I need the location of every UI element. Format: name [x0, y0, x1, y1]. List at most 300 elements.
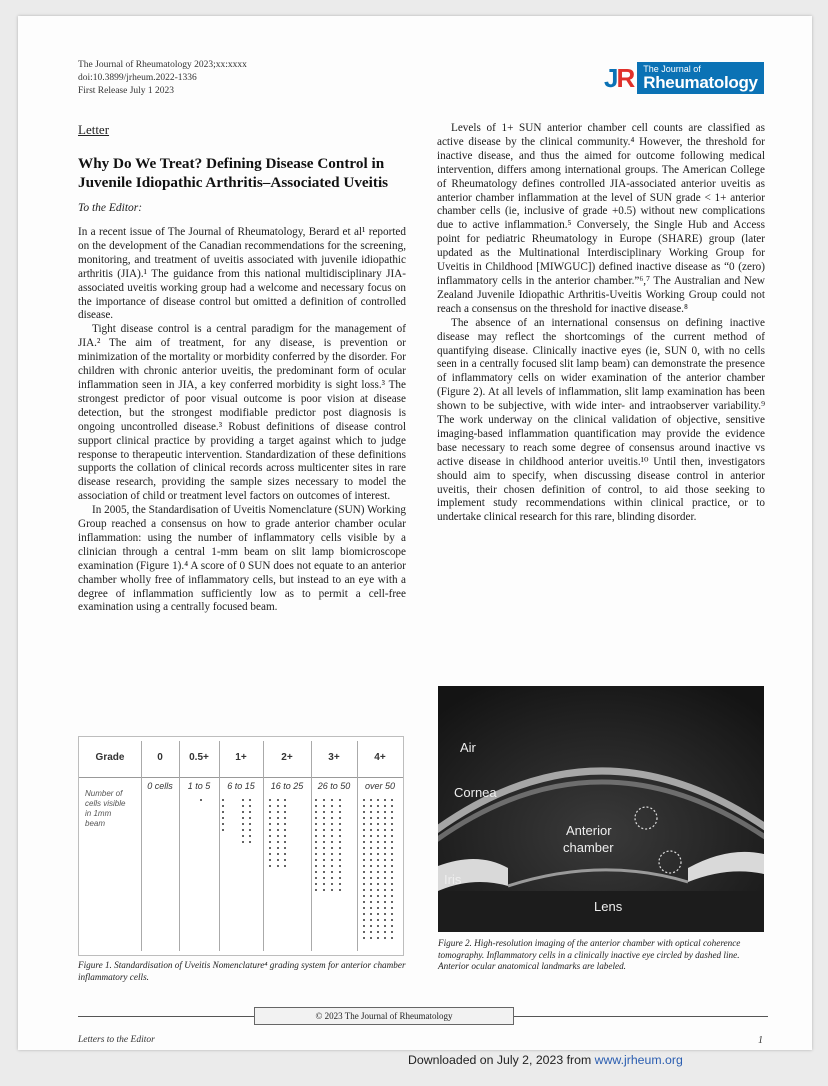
inflammatory-cell-dot	[377, 829, 379, 831]
inflammatory-cell-dot	[377, 841, 379, 843]
inflammatory-cell-dot	[377, 889, 379, 891]
inflammatory-cell-dot	[363, 853, 365, 855]
grade-3: 3+	[328, 751, 340, 763]
inflammatory-cell-dot	[315, 841, 317, 843]
salutation: To the Editor:	[78, 202, 143, 214]
label-chamber: chamber	[563, 840, 614, 855]
doi-line: doi:10.3899/jrheum.2022-1336	[78, 73, 197, 83]
figure-1-caption: Figure 1. Standardisation of Uveitis Nomenclature⁴ grading system for anterior chamber inflammatory cells.	[78, 960, 406, 982]
inflammatory-cell-dot	[315, 817, 317, 819]
grade-header: Grade	[95, 751, 125, 763]
inflammatory-cell-dot	[323, 841, 325, 843]
inflammatory-cell-dot	[370, 919, 372, 921]
inflammatory-cell-dot	[249, 805, 251, 807]
inflammatory-cell-dot	[315, 811, 317, 813]
inflammatory-cell-dot	[339, 835, 341, 837]
inflammatory-cell-dot	[384, 841, 386, 843]
inflammatory-cell-dot	[384, 847, 386, 849]
inflammatory-cell-dot	[222, 799, 224, 801]
inflammatory-cell-dot	[222, 823, 224, 825]
inflammatory-cell-dot	[391, 871, 393, 873]
inflammatory-cell-dot	[370, 853, 372, 855]
inflammatory-cell-dot	[384, 901, 386, 903]
jr-logo-icon: JR	[604, 63, 634, 93]
inflammatory-cell-dot	[377, 901, 379, 903]
inflammatory-cell-dot	[284, 847, 286, 849]
inflammatory-cell-dot	[391, 835, 393, 837]
inflammatory-cell-dot	[384, 871, 386, 873]
inflammatory-cell-dot	[370, 895, 372, 897]
inflammatory-cell-dot	[391, 841, 393, 843]
inflammatory-cell-dot	[384, 829, 386, 831]
article-page	[18, 16, 812, 1050]
inflammatory-cell-dot	[315, 865, 317, 867]
inflammatory-cell-dot	[269, 847, 271, 849]
inflammatory-cell-dot	[391, 853, 393, 855]
inflammatory-cell-dot	[315, 871, 317, 873]
inflammatory-cell-dot	[339, 877, 341, 879]
inflammatory-cell-dot	[315, 835, 317, 837]
inflammatory-cell-dot	[277, 817, 279, 819]
inflammatory-cell-dot	[249, 841, 251, 843]
inflammatory-cell-dot	[384, 895, 386, 897]
inflammatory-cell-dot	[269, 835, 271, 837]
inflammatory-cell-dot	[377, 913, 379, 915]
inflammatory-cell-dot	[331, 835, 333, 837]
label-lens: Lens	[594, 899, 623, 914]
paragraph: Levels of 1+ SUN anterior chamber cell counts are classified as active disease by the clinical community.⁴ However, the threshold for inactive disease, and thus the aimed for outcome following medical intervention, differs among international groups. The American College of Rheumatology defines controlled JIA-associated anterior uveitis as anterior chamber inflammation at the level of SUN grade < 1+ anterior chamber cells (ie, inclusive of grade +0.5) without new complications due to active inflammation.⁵ Conversely, the Single Hub and Access point for pediatric Rheumatology in Europe (SHARE) group (later updated as the Multinational Interdisciplinary Working Group for Uveitis in Childhood [MIWGUC]) defined inactive disease as “0 (zero) inflammatory cells in the anterior chamber.”⁶,⁷ The Australian and New Zealand Juvenile Idiopathic Arthritis-Uveitis Working Group could not reach a consensus on the threshold for inactive disease.⁸	[437, 122, 765, 315]
inflammatory-cell-dot	[370, 841, 372, 843]
inflammatory-cell-dot	[249, 835, 251, 837]
inflammatory-cell-dot	[370, 835, 372, 837]
inflammatory-cell-dot	[363, 919, 365, 921]
inflammatory-cell-dot	[363, 829, 365, 831]
inflammatory-cell-dot	[370, 937, 372, 939]
inflammatory-cell-dot	[339, 829, 341, 831]
section-label: Letter	[78, 122, 110, 137]
inflammatory-cell-dot	[370, 925, 372, 927]
inflammatory-cell-dot	[377, 823, 379, 825]
left-column	[78, 226, 406, 615]
inflammatory-cell-dot	[249, 817, 251, 819]
inflammatory-cell-dot	[242, 811, 244, 813]
inflammatory-cell-dot	[277, 835, 279, 837]
inflammatory-cell-dot	[363, 835, 365, 837]
inflammatory-cell-dot	[331, 889, 333, 891]
inflammatory-cell-dot	[277, 823, 279, 825]
inflammatory-cell-dot	[269, 799, 271, 801]
inflammatory-cell-dot	[339, 865, 341, 867]
inflammatory-cell-dot	[370, 847, 372, 849]
inflammatory-cell-dot	[284, 811, 286, 813]
inflammatory-cell-dot	[391, 883, 393, 885]
inflammatory-cell-dot	[391, 931, 393, 933]
inflammatory-cell-dot	[269, 811, 271, 813]
inflammatory-cell-dot	[339, 883, 341, 885]
inflammatory-cell-dot	[384, 919, 386, 921]
inflammatory-cell-dot	[315, 847, 317, 849]
inflammatory-cell-dot	[391, 901, 393, 903]
inflammatory-cell-dot	[284, 859, 286, 861]
inflammatory-cell-dot	[363, 823, 365, 825]
inflammatory-cell-dot	[339, 847, 341, 849]
inflammatory-cell-dot	[384, 853, 386, 855]
inflammatory-cell-dot	[331, 829, 333, 831]
inflammatory-cell-dot	[370, 823, 372, 825]
inflammatory-cell-dot	[363, 811, 365, 813]
inflammatory-cell-dot	[377, 931, 379, 933]
inflammatory-cell-dot	[370, 811, 372, 813]
inflammatory-cell-dot	[370, 799, 372, 801]
range-4: over 50	[364, 781, 396, 791]
inflammatory-cell-dot	[391, 895, 393, 897]
inflammatory-cell-dot	[363, 913, 365, 915]
inflammatory-cell-dot	[391, 877, 393, 879]
inflammatory-cell-dot	[242, 805, 244, 807]
inflammatory-cell-dot	[277, 829, 279, 831]
inflammatory-cell-dot	[391, 805, 393, 807]
figure-2-caption: Figure 2. High-resolution imaging of the anterior chamber with optical coherence tomography. Inflammatory cells in a clinically inactive eye circled by dashed line. Anterior ocular anatomical landmarks are labeled.	[438, 938, 741, 971]
release-line: First Release July 1 2023	[78, 86, 175, 96]
inflammatory-cell-dot	[377, 805, 379, 807]
inflammatory-cell-dot	[323, 805, 325, 807]
inflammatory-cell-dot	[315, 859, 317, 861]
inflammatory-cell-dot	[277, 805, 279, 807]
inflammatory-cell-dot	[363, 889, 365, 891]
inflammatory-cell-dot	[269, 853, 271, 855]
inflammatory-cell-dot	[377, 799, 379, 801]
inflammatory-cell-dot	[323, 871, 325, 873]
inflammatory-cell-dot	[339, 889, 341, 891]
inflammatory-cell-dot	[323, 853, 325, 855]
inflammatory-cell-dot	[391, 913, 393, 915]
figure-1-grading-table	[78, 736, 404, 956]
cells-row-label: Number of cells visible in 1mm beam	[85, 789, 126, 828]
column-divider	[357, 741, 358, 951]
inflammatory-cell-dot	[315, 805, 317, 807]
inflammatory-cell-dot	[377, 817, 379, 819]
inflammatory-cell-dot	[384, 913, 386, 915]
article-title: Why Do We Treat? Defining Disease Control in Juvenile Idiopathic Arthritis–Associated Uveitis	[78, 155, 389, 191]
inflammatory-cell-dot	[331, 871, 333, 873]
inflammatory-cell-dot	[339, 841, 341, 843]
inflammatory-cell-dot	[315, 883, 317, 885]
inflammatory-cell-dot	[377, 925, 379, 927]
inflammatory-cell-dot	[363, 817, 365, 819]
range-0: 0 cells	[147, 781, 173, 791]
inflammatory-cell-dot	[391, 865, 393, 867]
inflammatory-cell-dot	[370, 805, 372, 807]
inflammatory-cell-dot	[384, 937, 386, 939]
inflammatory-cell-dot	[284, 805, 286, 807]
inflammatory-cell-dot	[391, 847, 393, 849]
inflammatory-cell-dot	[284, 853, 286, 855]
inflammatory-cell-dot	[284, 835, 286, 837]
label-iris: Iris	[444, 872, 462, 887]
inflammatory-cell-dot	[284, 823, 286, 825]
inflammatory-cell-dot	[323, 877, 325, 879]
column-divider	[141, 741, 142, 951]
inflammatory-cell-dot	[323, 859, 325, 861]
inflammatory-cell-dot	[391, 823, 393, 825]
inflammatory-cell-dot	[242, 817, 244, 819]
inflammatory-cell-dot	[377, 811, 379, 813]
inflammatory-cell-dot	[377, 919, 379, 921]
citation-line: The Journal of Rheumatology 2023;xx:xxxx	[78, 60, 247, 70]
inflammatory-cell-dot	[242, 829, 244, 831]
paragraph: In a recent issue of The Journal of Rheumatology, Berard et al¹ reported on the development of the Canadian recommendations for the screening, monitoring, and treatment of uveitis associated with juvenile idiopathic arthritis (JIA).¹ The guidance from this national multidisciplinary JIA-associated uveitis working group had a welcome and necessary focus on the importance of disease control but omitted a definition of controlled disease.	[78, 226, 406, 322]
inflammatory-cell-dot	[377, 859, 379, 861]
inflammatory-cell-dot	[339, 823, 341, 825]
grade-0: 0	[157, 751, 163, 763]
inflammatory-cell-dot	[331, 883, 333, 885]
inflammatory-cell-dot	[200, 799, 202, 801]
inflammatory-cell-dot	[249, 829, 251, 831]
inflammatory-cell-dot	[384, 931, 386, 933]
inflammatory-cell-dot	[377, 877, 379, 879]
inflammatory-cell-dot	[384, 799, 386, 801]
oct-scan-graphic	[438, 686, 764, 932]
inflammatory-cell-dot	[323, 865, 325, 867]
inflammatory-cell-dot	[277, 841, 279, 843]
range-3: 26 to 50	[317, 781, 351, 791]
grade-1: 1+	[235, 751, 247, 763]
inflammatory-cell-dot	[391, 817, 393, 819]
inflammatory-cell-dot	[331, 799, 333, 801]
header-divider	[79, 777, 403, 778]
label-anterior: Anterior	[566, 823, 612, 838]
inflammatory-cell-dot	[384, 817, 386, 819]
inflammatory-cell-dot	[269, 829, 271, 831]
copyright-box: © 2023 The Journal of Rheumatology	[254, 1007, 514, 1025]
inflammatory-cell-dot	[363, 859, 365, 861]
inflammatory-cell-dot	[370, 883, 372, 885]
inflammatory-cell-dot	[363, 847, 365, 849]
inflammatory-cell-dot	[377, 847, 379, 849]
inflammatory-cell-dot	[384, 865, 386, 867]
inflammatory-cell-dot	[323, 817, 325, 819]
inflammatory-cell-dot	[370, 817, 372, 819]
inflammatory-cell-dot	[269, 805, 271, 807]
inflammatory-cell-dot	[363, 883, 365, 885]
inflammatory-cell-dot	[363, 895, 365, 897]
inflammatory-cell-dot	[284, 841, 286, 843]
inflammatory-cell-dot	[277, 847, 279, 849]
inflammatory-cell-dot	[370, 931, 372, 933]
paragraph: In 2005, the Standardisation of Uveitis Nomenclature (SUN) Working Group reached a consensus on how to grade anterior chamber ocular inflammation: using the number of inflammatory cells visible by a clinician through a central 1-mm beam on slit lamp biomicroscope examination (Figure 1).⁴ A score of 0 SUN does not equate to an anterior chamber wholly free of inflammatory cells, but instead to an eye with a degree of inflammation sufficiently low as to permit a cell-free examination using a centrally focused beam.	[78, 504, 406, 614]
inflammatory-cell-dot	[277, 811, 279, 813]
paragraph: The absence of an international consensus on defining inactive disease may reflect the shortcomings of the current method of quantifying disease. Clinically inactive eyes (ie, SUN 0, with no cells seen in a centrally focused slit lamp beam) can demonstrate the presence of inflammatory cells on wider examination of the anterior chamber (Figure 2). At all levels of inflammation, slit lamp examination has been shown to be subjective, with wide inter- and intraobserver variability.⁹ The work underway on the clinical validation of objective, sensitive imaging-based inflammation quantification may provide the evidence base necessary to reach some degree of consensus around inactive vs active disease in childhood anterior uveitis.¹⁰ Until then, investigators should aim to specify, when discussing disease control in anterior uveitis, their chosen definition of control, to aid those seeking to implement study recommendations within clinical practice, or to undertake clinical research for this rare, blinding disorder.	[437, 316, 765, 524]
inflammatory-cell-dot	[331, 841, 333, 843]
inflammatory-cell-dot	[363, 931, 365, 933]
inflammatory-cell-dot	[384, 877, 386, 879]
inflammatory-cell-dot	[384, 805, 386, 807]
inflammatory-cell-dot	[323, 883, 325, 885]
inflammatory-cell-dot	[242, 823, 244, 825]
inflammatory-cell-dot	[363, 865, 365, 867]
inflammatory-cell-dot	[384, 925, 386, 927]
inflammatory-cell-dot	[384, 811, 386, 813]
inflammatory-cell-dot	[363, 925, 365, 927]
inflammatory-cell-dot	[377, 907, 379, 909]
grade-2: 2+	[281, 751, 293, 763]
inflammatory-cell-dot	[323, 799, 325, 801]
inflammatory-cell-dot	[323, 811, 325, 813]
journal-meta	[78, 59, 247, 98]
inflammatory-cell-dot	[363, 805, 365, 807]
grade-4: 4+	[374, 751, 386, 763]
column-divider	[263, 741, 264, 951]
inflammatory-cell-dot	[277, 853, 279, 855]
inflammatory-cell-dot	[331, 817, 333, 819]
inflammatory-cell-dot	[391, 829, 393, 831]
inflammatory-cell-dot	[370, 889, 372, 891]
inflammatory-cell-dot	[339, 859, 341, 861]
inflammatory-cell-dot	[269, 841, 271, 843]
inflammatory-cell-dot	[277, 859, 279, 861]
inflammatory-cell-dot	[277, 865, 279, 867]
inflammatory-cell-dot	[391, 889, 393, 891]
inflammatory-cell-dot	[331, 805, 333, 807]
inflammatory-cell-dot	[269, 817, 271, 819]
footer-section: Letters to the Editor	[78, 1035, 155, 1045]
inflammatory-cell-dot	[377, 853, 379, 855]
inflammatory-cell-dot	[284, 817, 286, 819]
inflammatory-cell-dot	[363, 877, 365, 879]
inflammatory-cell-dot	[339, 853, 341, 855]
inflammatory-cell-dot	[377, 865, 379, 867]
inflammatory-cell-dot	[391, 811, 393, 813]
inflammatory-cell-dot	[284, 865, 286, 867]
inflammatory-cell-dot	[391, 799, 393, 801]
inflammatory-cell-dot	[315, 799, 317, 801]
inflammatory-cell-dot	[323, 847, 325, 849]
logo-small-text: The Journal of	[643, 64, 701, 74]
logo-wordmark	[637, 62, 763, 94]
jrheum-link[interactable]: www.jrheum.org	[594, 1053, 683, 1067]
inflammatory-cell-dot	[363, 901, 365, 903]
inflammatory-cell-dot	[222, 805, 224, 807]
inflammatory-cell-dot	[331, 811, 333, 813]
right-column	[437, 122, 765, 525]
inflammatory-cell-dot	[315, 853, 317, 855]
inflammatory-cell-dot	[391, 919, 393, 921]
inflammatory-cell-dot	[391, 907, 393, 909]
inflammatory-cell-dot	[339, 871, 341, 873]
inflammatory-cell-dot	[277, 799, 279, 801]
range-1: 6 to 15	[227, 781, 255, 791]
inflammatory-cell-dot	[269, 823, 271, 825]
inflammatory-cell-dot	[249, 799, 251, 801]
inflammatory-cell-dot	[377, 895, 379, 897]
inflammatory-cell-dot	[363, 799, 365, 801]
range-2: 16 to 25	[270, 781, 304, 791]
inflammatory-cell-dot	[315, 877, 317, 879]
download-notice: Downloaded on July 2, 2023 from www.jrheum.org	[408, 1053, 683, 1067]
inflammatory-cell-dot	[331, 877, 333, 879]
inflammatory-cell-dot	[377, 883, 379, 885]
page-number: 1	[758, 1035, 763, 1046]
inflammatory-cell-dot	[222, 811, 224, 813]
logo-big-text: Rheumatology	[643, 73, 758, 92]
inflammatory-cell-dot	[384, 889, 386, 891]
inflammatory-cell-dot	[370, 829, 372, 831]
journal-logo	[604, 62, 764, 94]
inflammatory-cell-dot	[370, 913, 372, 915]
column-divider	[179, 741, 180, 951]
inflammatory-cell-dot	[269, 859, 271, 861]
inflammatory-cell-dot	[339, 805, 341, 807]
inflammatory-cell-dot	[377, 937, 379, 939]
inflammatory-cell-dot	[331, 865, 333, 867]
inflammatory-cell-dot	[339, 799, 341, 801]
inflammatory-cell-dot	[370, 907, 372, 909]
inflammatory-cell-dot	[331, 853, 333, 855]
inflammatory-cell-dot	[315, 889, 317, 891]
column-divider	[311, 741, 312, 951]
inflammatory-cell-dot	[323, 823, 325, 825]
inflammatory-cell-dot	[370, 877, 372, 879]
inflammatory-cell-dot	[331, 823, 333, 825]
inflammatory-cell-dot	[363, 907, 365, 909]
inflammatory-cell-dot	[384, 907, 386, 909]
inflammatory-cell-dot	[339, 811, 341, 813]
inflammatory-cell-dot	[249, 823, 251, 825]
inflammatory-cell-dot	[363, 937, 365, 939]
inflammatory-cell-dot	[391, 859, 393, 861]
inflammatory-cell-dot	[249, 811, 251, 813]
inflammatory-cell-dot	[370, 871, 372, 873]
inflammatory-cell-dot	[284, 829, 286, 831]
inflammatory-cell-dot	[363, 871, 365, 873]
inflammatory-cell-dot	[315, 823, 317, 825]
label-air: Air	[460, 740, 476, 755]
paragraph: Tight disease control is a central paradigm for the management of JIA.² The aim of treatment, for any disease, is prevention or minimization of the mortality or morbidity conferred by the disorder. For children with chronic anterior uveitis, the predominant form of ocular inflammation seen in JIA, a key conferred morbidity is sight loss.³ The strongest predictor of poor visual outcome is poor vision at disease detection, but the strongest modifiable predictor post diagnosis is ongoing uncontrolled disease.³ Robust definitions of disease control support clinical practice by providing a target against which to judge response to therapeutic intervention. Standardization of these definitions supports the collation of clinical records across multicenter sites in rare disease research, providing the sample sizes necessary to model the association of child or treatment level factors on outcomes of interest.	[78, 323, 406, 503]
inflammatory-cell-dot	[339, 817, 341, 819]
inflammatory-cell-dot	[370, 859, 372, 861]
inflammatory-cell-dot	[323, 835, 325, 837]
range-0-5: 1 to 5	[187, 781, 211, 791]
column-divider	[219, 741, 220, 951]
inflammatory-cell-dot	[269, 865, 271, 867]
inflammatory-cell-dot	[323, 889, 325, 891]
grade-0-5: 0.5+	[189, 751, 209, 763]
inflammatory-cell-dot	[242, 835, 244, 837]
inflammatory-cell-dot	[315, 829, 317, 831]
label-cornea: Cornea	[454, 785, 497, 800]
inflammatory-cell-dot	[377, 835, 379, 837]
inflammatory-cell-dot	[242, 799, 244, 801]
inflammatory-cell-dot	[323, 829, 325, 831]
inflammatory-cell-dot	[384, 823, 386, 825]
inflammatory-cell-dot	[284, 799, 286, 801]
inflammatory-cell-dot	[384, 859, 386, 861]
inflammatory-cell-dot	[331, 859, 333, 861]
inflammatory-cell-dot	[363, 841, 365, 843]
inflammatory-cell-dot	[391, 925, 393, 927]
inflammatory-cell-dot	[384, 883, 386, 885]
inflammatory-cell-dot	[222, 817, 224, 819]
inflammatory-cell-dot	[370, 865, 372, 867]
inflammatory-cell-dot	[222, 829, 224, 831]
inflammatory-cell-dot	[242, 841, 244, 843]
inflammatory-cell-dot	[370, 901, 372, 903]
inflammatory-cell-dot	[391, 937, 393, 939]
inflammatory-cell-dot	[384, 835, 386, 837]
figure-2-oct-image	[438, 686, 764, 932]
inflammatory-cell-dot	[331, 847, 333, 849]
inflammatory-cell-dot	[377, 871, 379, 873]
